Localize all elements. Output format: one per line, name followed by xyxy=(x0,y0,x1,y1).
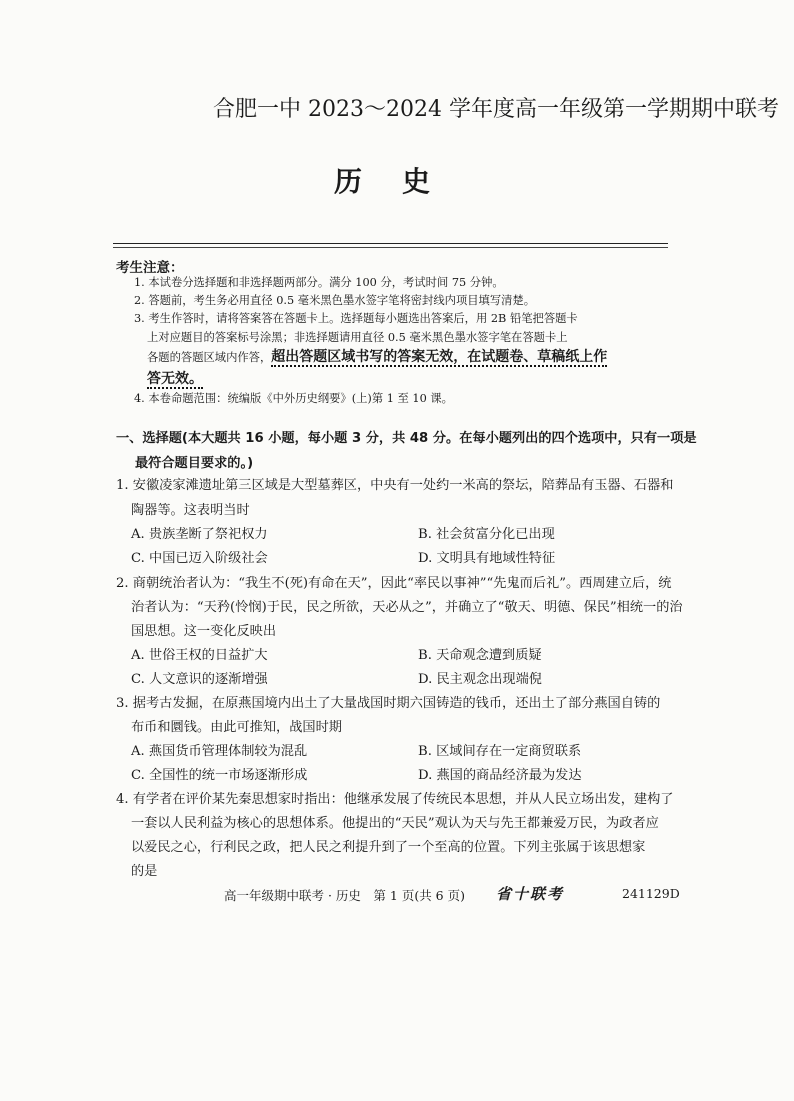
question-2-stem: 2. 商朝统治者认为：“我生不(死)有命在天”，因此“率民以事神”“先鬼而后礼”。西周建立后，统 xyxy=(116,576,672,591)
question-4-stem-cont3: 的是 xyxy=(131,864,158,879)
question-3-option-c: C. 全国性的统一市场逐渐形成 xyxy=(131,768,308,783)
subject-title: 历史 xyxy=(334,165,471,198)
question-4-stem-cont2: 以爱民之心，行利民之政，把人民之利提升到了一个至高的位置。下列主张属于该思想家 xyxy=(131,840,646,855)
footer-brand-logo: 省十联考 xyxy=(496,885,565,903)
section-heading: 一、选择题(本大题共 16 小题，每小题 3 分，共 48 分。在每小题列出的四个选项中，只有一项是 xyxy=(116,431,697,446)
notice-item-3-cont2 xyxy=(147,346,607,366)
question-2-option-b: B. 天命观念遭到质疑 xyxy=(418,648,542,663)
section-heading-cont: 最符合题目要求的。) xyxy=(135,456,254,471)
exam-title: 合肥一中 2023～2024 学年度高一年级第一学期期中联考 xyxy=(213,97,779,122)
question-4-stem: 4. 有学者在评价某先秦思想家时指出：他继承发展了传统民本思想，并从人民立场出发，建构了 xyxy=(116,792,674,807)
question-3-stem-cont: 布币和圜钱。由此可推知，战国时期 xyxy=(131,720,342,735)
question-1-stem-cont: 陶器等。这表明当时 xyxy=(131,503,250,518)
footer-exam-code: 241129D xyxy=(622,886,680,901)
question-1-stem: 1. 安徽凌家滩遗址第三区域是大型墓葬区，中央有一处约一米高的祭坛，陪葬品有玉器、石器和 xyxy=(116,478,674,493)
question-2-option-d: D. 民主观念出现端倪 xyxy=(418,672,542,687)
notice-item-3-cont3 xyxy=(147,368,203,388)
divider-thick xyxy=(113,243,668,244)
notice-item-3-cont: 上对应题目的答案标号涂黑；非选择题请用直径 0.5 毫米黑色墨水签字笔在答题卡上 xyxy=(147,331,568,344)
notice-emphasis-end: 答无效。 xyxy=(147,371,203,387)
question-3-stem: 3. 据考古发掘，在原燕国境内出土了大量战国时期六国铸造的钱币，还出土了部分燕国自铸的 xyxy=(116,696,661,711)
page-footer-info: 高一年级期中联考 · 历史 第 1 页(共 6 页) xyxy=(224,888,465,903)
question-2-stem-cont: 治者认为：“天矜(怜悯)于民，民之所欲，天必从之”，并确立了“敬天、明德、保民”相统一的治 xyxy=(131,600,683,615)
question-2-option-c: C. 人文意识的逐渐增强 xyxy=(131,672,268,687)
notice-title: 考生注意： xyxy=(116,260,184,276)
notice-emphasis: 超出答题区域书写的答案无效，在试题卷、草稿纸上作 xyxy=(271,349,608,365)
divider-thin xyxy=(113,247,668,248)
notice-item-1: 1. 本试卷分选择题和非选择题两部分。满分 100 分，考试时间 75 分钟。 xyxy=(134,276,504,289)
question-2-stem-cont2: 国思想。这一变化反映出 xyxy=(131,624,277,639)
question-1-option-c: C. 中国已迈入阶级社会 xyxy=(131,551,268,566)
question-1-option-b: B. 社会贫富分化已出现 xyxy=(418,527,555,542)
notice-plain-text: 各题的答题区域内作答， xyxy=(147,351,272,364)
notice-item-3: 3. 考生作答时，请将答案答在答题卡上。选择题每小题选出答案后，用 2B 铅笔把答题卡 xyxy=(134,312,578,325)
question-4-stem-cont: 一套以人民利益为核心的思想体系。他提出的“天民”观认为天与先王都兼爱万民，为政者应 xyxy=(131,816,659,831)
question-1-option-a: A. 贵族垄断了祭祀权力 xyxy=(131,527,268,542)
question-2-option-a: A. 世俗王权的日益扩大 xyxy=(131,648,268,663)
question-3-option-d: D. 燕国的商品经济最为发达 xyxy=(418,768,582,783)
question-3-option-a: A. 燕国货币管理体制较为混乱 xyxy=(131,744,308,759)
question-3-option-b: B. 区域间存在一定商贸联系 xyxy=(418,744,582,759)
notice-item-2: 2. 答题前，考生务必用直径 0.5 毫米黑色墨水签字笔将密封线内项目填写清楚。 xyxy=(134,294,536,307)
notice-item-4: 4. 本卷命题范围：统编版《中外历史纲要》(上)第 1 至 10 课。 xyxy=(134,392,453,405)
question-1-option-d: D. 文明具有地域性特征 xyxy=(418,551,556,566)
